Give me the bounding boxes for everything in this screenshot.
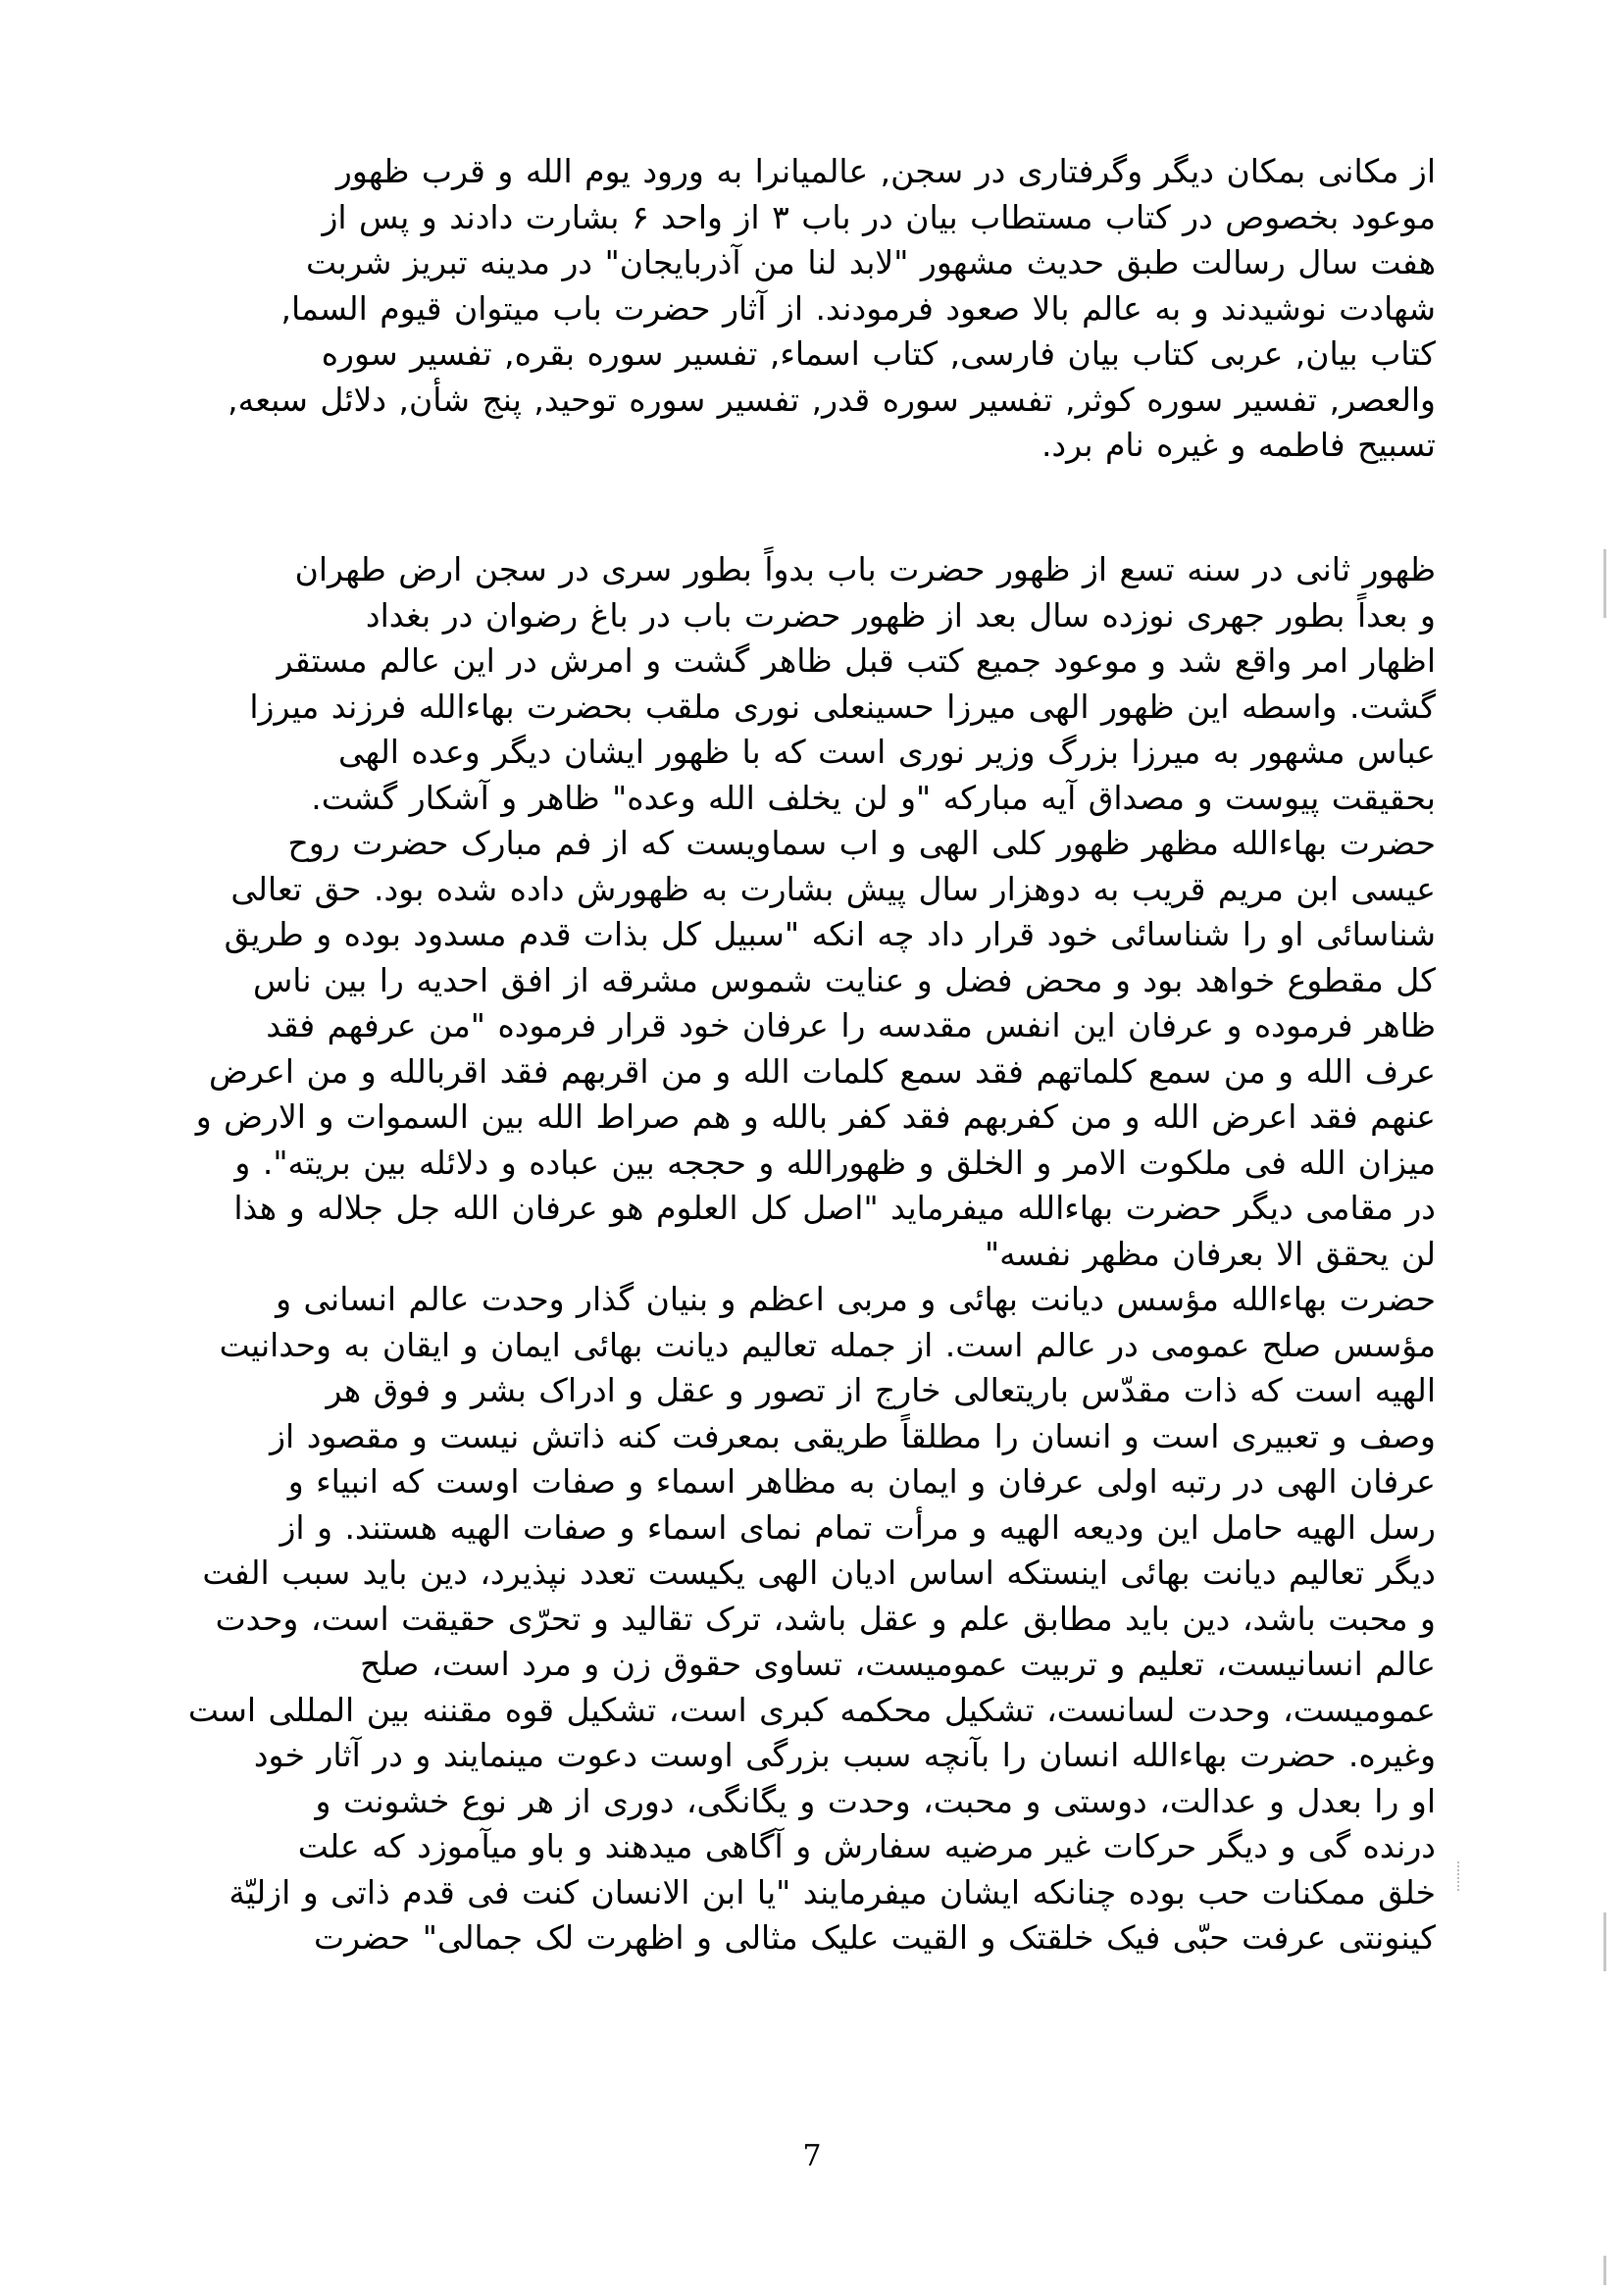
scan-margin-mark bbox=[1603, 549, 1606, 618]
text-line: کینونتی عرفت حبّی فیک خلقتک و القیت علیک مثالی و اظهرت لک جمالی" حضرت bbox=[314, 1918, 1436, 1957]
text-line: شناسائی او را شناسائی خود قرار داد چه انکه "سبیل کل بذات قدم مسدود بوده و طریق bbox=[224, 915, 1436, 953]
scan-margin-mark bbox=[1603, 1912, 1606, 1971]
scan-margin-mark bbox=[1603, 2256, 1606, 2285]
text-line: و بعداً بطور جهری نوزده سال بعد از ظهور حضرت باب در باغ رضوان در بغداد bbox=[365, 595, 1436, 635]
text-line: اظهار امر واقع شد و موعود جمیع کتب قبل ظاهر گشت و امرش در این عالم مستقر bbox=[277, 641, 1436, 680]
text-line: دیگر تعالیم دیانت بهائی اینستکه اساس ادیان الهی یکیست تعدد نپذیرد، دین باید سبب الفت bbox=[202, 1553, 1436, 1592]
text-line: ظاهر فرموده و عرفان این انفس مقدسه را عرفان خود قرار فرموده "من عرفهم فقد bbox=[266, 1006, 1436, 1044]
text-line: ظهور ثانی در سنه تسع از ظهور حضرت باب بدواً بطور سری در سجن ارض طهران bbox=[294, 550, 1436, 588]
scan-artifact bbox=[1457, 1861, 1461, 1891]
text-line: وغیره. حضرت بهاءالله انسان را بآنچه سبب بزرگی اوست دعوت مینمایند و در آثار خود bbox=[253, 1736, 1436, 1774]
text-line: عالم انسانیست، تعلیم و تربیت عمومیست، تساوی حقوق زن و مرد است، صلح bbox=[360, 1645, 1436, 1683]
text-line: لن یحقق الا بعرفان مظهر نفسه" bbox=[984, 1234, 1436, 1273]
text-line: عمومیست، وحدت لسانست، تشکیل محکمه کبری است، تشکیل قوه مقننه بین المللی است bbox=[187, 1690, 1436, 1729]
text-line: کل مقطوع خواهد بود و محض فضل و عنایت شموس مشرقه از افق احدیه را بین ناس bbox=[252, 960, 1436, 999]
text-line: میزان الله فی ملکوت الامر و الخلق و ظهورالله و حججه بین عباده و دلائله بین بریته". و bbox=[234, 1143, 1436, 1182]
text-line: خلق ممکنات حب بوده چنانکه ایشان میفرمایند "یا ابن الانسان کنت فی قدم ذاتی و ازلیّة bbox=[228, 1872, 1436, 1911]
text-line: حضرت بهاءالله مظهر ظهور کلی الهی و اب سماویست که از فم مبارک حضرت روح bbox=[287, 824, 1436, 862]
text-line: عرفان الهی در رتبه اولی عرفان و ایمان به مظاهر اسماء و صفات اوست که انبیاء و bbox=[287, 1462, 1436, 1501]
paragraph-1 bbox=[188, 149, 1436, 469]
text-line: وصف و تعبیری است و انسان را مطلقاً طریقی بمعرفت کنه ذاتش نیست و مقصود از bbox=[270, 1416, 1436, 1455]
text-line: گشت. واسطه این ظهور الهی میرزا حسینعلی نوری ملقب بحضرت بهاءالله فرزند میرزا bbox=[249, 687, 1436, 726]
text-line: حضرت بهاءالله مؤسس دیانت بهائی و مربی اعظم و بنیان گذار وحدت عالم انسانی و bbox=[276, 1280, 1436, 1318]
page-number: 7 bbox=[802, 2139, 822, 2173]
text-line: در مقامی دیگر حضرت بهاءالله میفرماید "اصل کل العلوم هو عرفان الله جل جلاله و هذا bbox=[233, 1189, 1436, 1227]
text-line: موعود بخصوص در کتاب مستطاب بیان در باب ۳ از واحد ۶ بشارت دادند و پس از bbox=[322, 197, 1436, 236]
text-line: عرف الله و من سمع کلماتهم فقد سمع کلمات الله و من اقربهم فقد اقربالله و من اعرض bbox=[209, 1051, 1436, 1091]
text-line: بحقیقت پیوست و مصداق آیه مبارکه "و لن یخلف الله وعده" ظاهر و آشکار گشت. bbox=[311, 778, 1436, 817]
text-line: مؤسس صلح عمومی در عالم است. از جمله تعالیم دیانت بهائی ایمان و ایقان به وحدانیت bbox=[219, 1325, 1436, 1364]
text-line: عنهم فقد اعرض الله و من کفربهم فقد کفر بالله و هم صراط الله بین السموات و الارض و bbox=[195, 1097, 1436, 1136]
text-line: شهادت نوشیدند و به عالم بالا صعود فرمودند. از آثار حضرت باب میتوان قیوم السما, bbox=[280, 288, 1436, 328]
text-line: و محبت باشد، دین باید مطابق علم و عقل باشد، ترک تقالید و تحرّی حقیقت است، وحدت bbox=[215, 1599, 1436, 1638]
text-line: والعصر, تفسیر سوره کوثر, تفسیر سوره قدر, تفسیر سوره توحید, پنج شأن, دلائل سبعه, bbox=[228, 380, 1436, 419]
paragraph-2 bbox=[188, 547, 1436, 1961]
text-line: درنده گی و دیگر حرکات غیر مرضیه سفارش و آگاهی میدهند و باو میآموزد که علت bbox=[297, 1827, 1436, 1865]
text-line: تسبیح فاطمه و غیره نام برد. bbox=[1040, 426, 1436, 464]
text-line: او را بعدل و عدالت، دوستی و محبت، وحدت و یگانگی، دوری از هر نوع خشونت و bbox=[315, 1781, 1436, 1820]
text-line: کتاب بیان, عربی کتاب بیان فارسی, کتاب اسماء, تفسیر سوره بقره, تفسیر سوره bbox=[321, 334, 1436, 373]
text-line: الهیه است که ذات مقدّس باریتعالی خارج از تصور و عقل و ادراک بشر و فوق هر bbox=[326, 1371, 1436, 1409]
text-line: هفت سال رسالت طبق حدیث مشهور "لابد لنا من آذربایجان" در مدینه تبریز شربت bbox=[305, 243, 1436, 281]
text-line: عیسی ابن مریم قریب به دوهزار سال پیش بشارت به ظهورش داده شده بود. حق تعالی bbox=[230, 869, 1436, 908]
text-line: از مکانی بمکان دیگر وگرفتاری در سجن, عالمیانرا به ورود یوم الله و قرب ظهور bbox=[335, 152, 1436, 190]
text-line: رسل الهیه حامل این ودیعه الهیه و مرأت تمام نمای اسماء و صفات الهیه هستند. و از bbox=[279, 1507, 1436, 1547]
text-line: عباس مشهور به میرزا بزرگ وزیر نوری است که با ظهور ایشان دیگر وعده الهی bbox=[338, 733, 1436, 771]
